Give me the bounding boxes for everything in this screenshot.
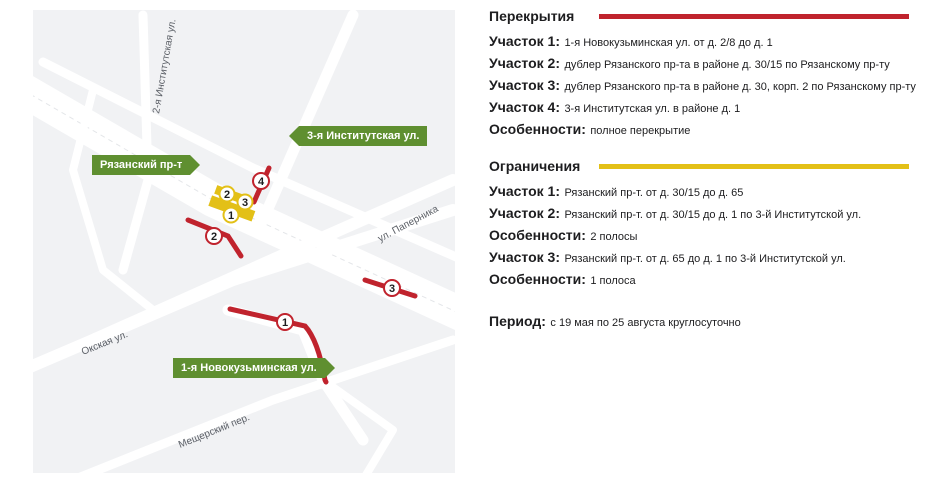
legend-item [489, 250, 919, 266]
legend-item-key: Участок 3: [489, 249, 560, 265]
street-tag-ryazansky: Рязанский пр-т [92, 155, 190, 175]
street-tag-novokuzminskaya1: 1-я Новокузьминская ул. [173, 358, 325, 378]
legend-item-value: 2 полосы [590, 231, 638, 243]
legend-item-value: Рязанский пр-т. от д. 65 до д. 1 по 3-й Институтской ул. [564, 253, 846, 265]
legend-item-value: дублер Рязанского пр-та в районе д. 30/15 по Рязанскому пр-ту [564, 59, 890, 71]
closure-marker-1[interactable] [277, 314, 293, 330]
closures-title: Перекрытия [489, 8, 575, 24]
legend-item-value: 3-я Институтская ул. в районе д. 1 [564, 103, 741, 115]
legend-item-value: дублер Рязанского пр-та в районе д. 30, корп. 2 по Рязанскому пр-ту [564, 81, 916, 93]
legend-item-key: Участок 4: [489, 99, 560, 115]
closure-marker-4[interactable] [253, 173, 269, 189]
legend-item-value: Рязанский пр-т. от д. 30/15 до д. 65 [564, 187, 744, 199]
legend-item-key: Участок 3: [489, 77, 560, 93]
period-row [489, 314, 919, 330]
legend-item-key: Особенности: [489, 121, 586, 137]
legend-item-key: Участок 1: [489, 183, 560, 199]
period-key: Период: [489, 313, 546, 329]
legend-item [489, 56, 919, 72]
legend-item [489, 78, 919, 94]
closure-marker-3[interactable] [384, 280, 400, 296]
legend-panel [489, 8, 919, 330]
street-tag-institutskaya3: 3-я Институтская ул. [299, 126, 427, 146]
legend-item-key: Участок 2: [489, 205, 560, 221]
restriction-marker-2-label: 2 [223, 189, 231, 201]
road-label-papernika: ул. Паперника [376, 203, 441, 245]
restrictions-color-bar [599, 164, 909, 169]
map-canvas [33, 10, 455, 473]
restriction-marker-1[interactable] [224, 208, 239, 223]
road-label-institutskaya2: 2-я Институтская ул. [151, 18, 179, 115]
legend-item-key: Участок 1: [489, 33, 560, 49]
closure-marker-2[interactable] [206, 228, 222, 244]
restrictions-header [489, 158, 919, 178]
restriction-marker-2[interactable] [220, 187, 235, 202]
legend-item [489, 100, 919, 116]
legend-item [489, 272, 919, 288]
legend-item [489, 34, 919, 50]
restrictions-list [489, 184, 919, 288]
period-value: с 19 мая по 25 августа круглосуточно [550, 317, 741, 329]
legend-item-key: Особенности: [489, 227, 586, 243]
closure-marker-3-label: 3 [388, 283, 396, 295]
closure-marker-2-label: 2 [210, 231, 218, 243]
legend-item [489, 228, 919, 244]
legend-item-value: 1-я Новокузьминская ул. от д. 2/8 до д. 1 [564, 37, 773, 49]
closure-marker-1-label: 1 [281, 317, 289, 329]
legend-item-key: Участок 2: [489, 55, 560, 71]
closures-header [489, 8, 919, 28]
road-label-mescherskiy: Мещерский пер. [177, 412, 252, 451]
closures-list [489, 34, 919, 138]
restriction-marker-1-label: 1 [227, 210, 235, 222]
closures-color-bar [599, 14, 909, 19]
legend-item-key: Особенности: [489, 271, 586, 287]
restriction-marker-3-label: 3 [241, 197, 249, 209]
legend-item-value: полное перекрытие [590, 125, 691, 137]
restrictions-title: Ограничения [489, 158, 581, 174]
legend-item-value: 1 полоса [590, 275, 636, 287]
legend-item [489, 184, 919, 200]
road-label-okskaya: Окская ул. [80, 329, 130, 358]
legend-item [489, 122, 919, 138]
closure-marker-4-label: 4 [257, 176, 265, 188]
legend-item [489, 206, 919, 222]
legend-item-value: Рязанский пр-т. от д. 30/15 до д. 1 по 3-й Институтской ул. [564, 209, 862, 221]
restriction-marker-3[interactable] [238, 195, 253, 210]
map-panel[interactable] [33, 10, 455, 473]
